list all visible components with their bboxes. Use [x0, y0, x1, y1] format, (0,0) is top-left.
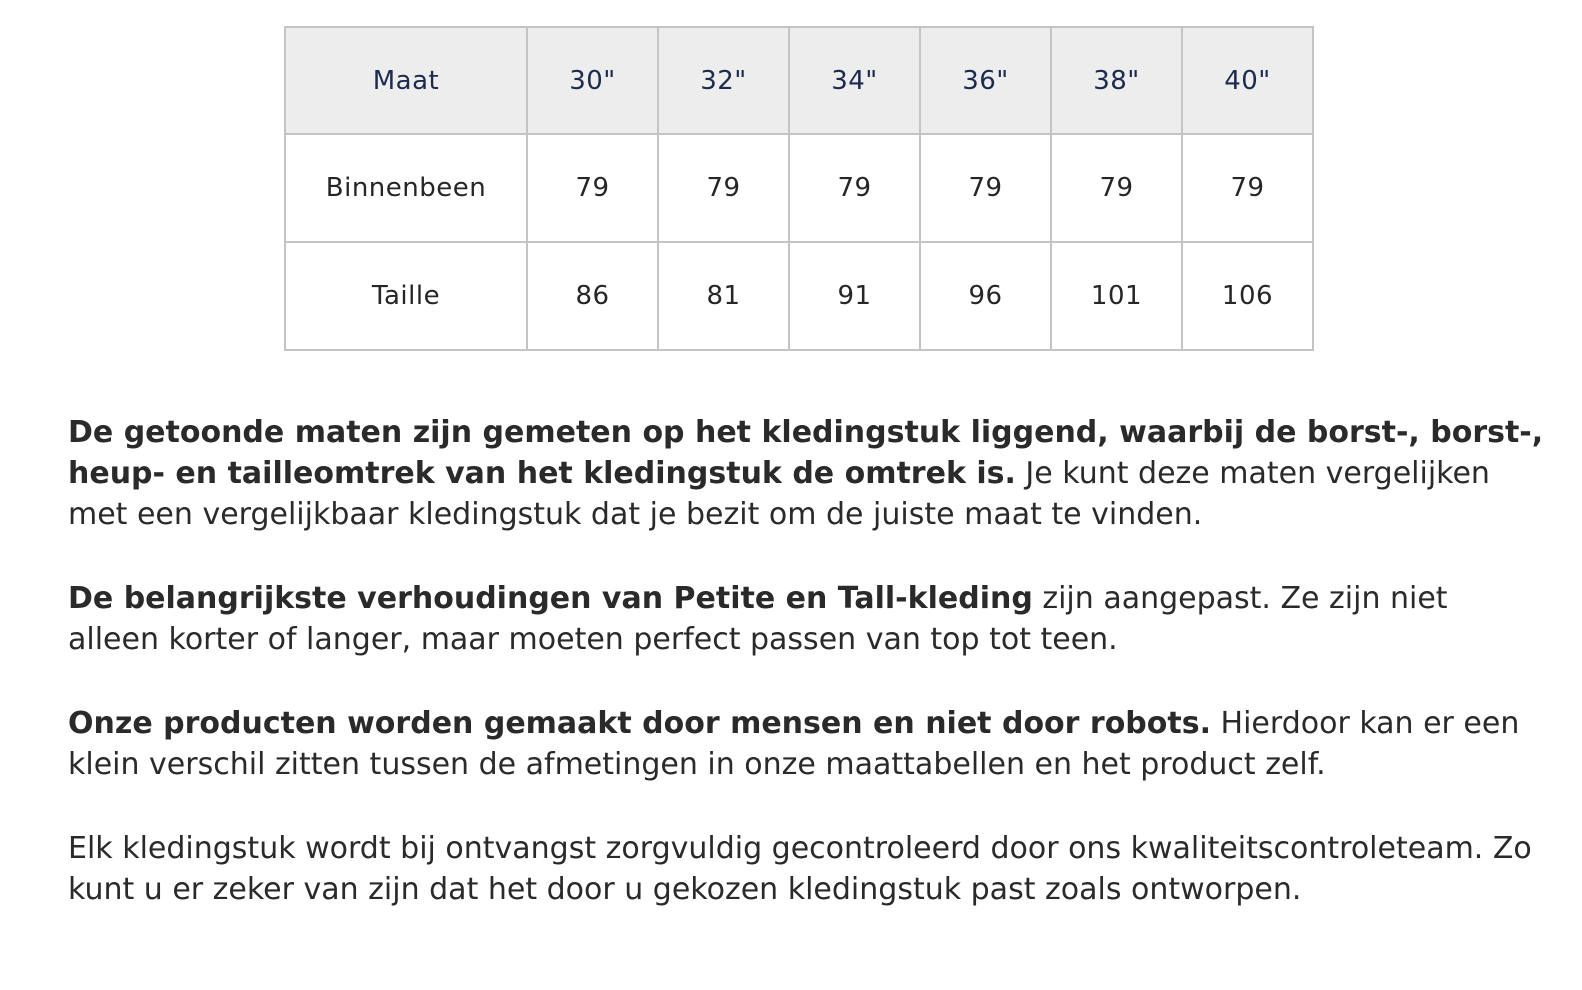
- table-cell: 79: [789, 134, 920, 242]
- paragraph-petite-tall: [68, 578, 1548, 660]
- paragraph-measurement-info: [68, 412, 1548, 535]
- table-cell: 79: [920, 134, 1051, 242]
- table-cell: 79: [1182, 134, 1313, 242]
- header-cell-size-label: Maat: [285, 27, 527, 134]
- paragraph-text: zijn aangepast. Ze zijn niet alleen korter of langer, maar moeten perfect passen van top tot teen.: [68, 581, 1448, 657]
- paragraph-text: Je kunt deze maten vergelijken met een vergelijkbaar kledingstuk dat je bezit om de juiste maat te vinden.: [68, 456, 1490, 532]
- table-cell: 79: [527, 134, 658, 242]
- table-cell: 106: [1182, 242, 1313, 350]
- header-cell: 36": [920, 27, 1051, 134]
- table-cell: 79: [658, 134, 789, 242]
- table-cell: 96: [920, 242, 1051, 350]
- table-row-waist: [285, 242, 1313, 350]
- size-info-text: [68, 412, 1548, 953]
- table-cell: 81: [658, 242, 789, 350]
- paragraph-bold-lead: De getoonde maten zijn gemeten op het kledingstuk liggend, waarbij de borst-, borst-, heup- en tailleomtrek van het kledingstuk de omtrek is.: [68, 415, 1544, 491]
- table-header-row: [285, 27, 1313, 134]
- paragraph-text: Elk kledingstuk wordt bij ontvangst zorgvuldig gecontroleerd door ons kwaliteitscontroleteam. Zo kunt u er zeker van zijn dat het door u gekozen kledingstuk past zoals ontworpen.: [68, 831, 1532, 907]
- table-cell: 86: [527, 242, 658, 350]
- paragraph-quality-control: [68, 828, 1548, 910]
- row-label: Binnenbeen: [285, 134, 527, 242]
- header-cell: 40": [1182, 27, 1313, 134]
- table-cell: 101: [1051, 242, 1182, 350]
- table-row-inseam: [285, 134, 1313, 242]
- header-cell: 32": [658, 27, 789, 134]
- table-cell: 91: [789, 242, 920, 350]
- header-cell: 34": [789, 27, 920, 134]
- table-cell: 79: [1051, 134, 1182, 242]
- header-cell: 38": [1051, 27, 1182, 134]
- size-chart-table: [284, 26, 1314, 351]
- row-label: Taille: [285, 242, 527, 350]
- paragraph-bold-lead: Onze producten worden gemaakt door mensen en niet door robots.: [68, 706, 1211, 741]
- paragraph-handmade: [68, 703, 1548, 785]
- paragraph-bold-lead: De belangrijkste verhoudingen van Petite en Tall-kleding: [68, 581, 1033, 616]
- header-cell: 30": [527, 27, 658, 134]
- paragraph-text: Hierdoor kan er een klein verschil zitten tussen de afmetingen in onze maattabellen en het product zelf.: [68, 706, 1520, 782]
